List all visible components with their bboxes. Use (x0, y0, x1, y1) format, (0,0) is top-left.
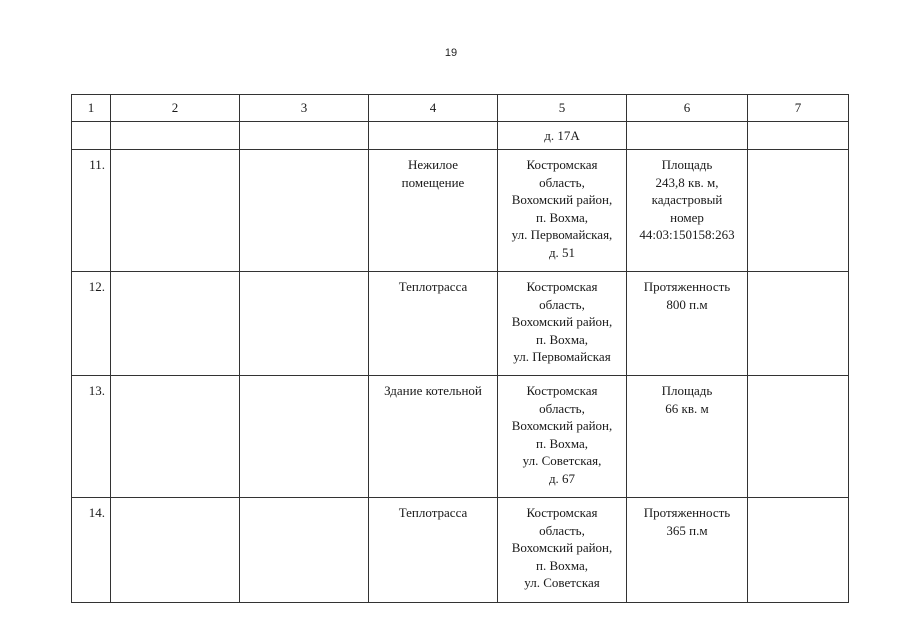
object-name-cell (369, 272, 498, 376)
table-cell (72, 122, 111, 150)
row-number: 12. (72, 272, 111, 376)
cell-line: д. 51 (548, 244, 576, 260)
cell-line: ул. Советская (524, 575, 600, 590)
header-row (72, 95, 849, 122)
characteristics-cell (627, 272, 748, 376)
cell-line: Нежилое (407, 157, 458, 172)
header-cell-6: 6 (627, 95, 748, 122)
continuation-row (72, 122, 849, 150)
cell-line: Костромская (526, 157, 598, 172)
object-name-cell (369, 150, 498, 272)
cell-line: Вохомский район, (511, 314, 613, 329)
table-cell (111, 498, 240, 603)
address-cell (498, 150, 627, 272)
header-cell-3: 3 (240, 95, 369, 122)
cell-line: область, (539, 296, 585, 312)
table-cell (748, 376, 849, 498)
cell-line: ул. Первомайская (513, 349, 611, 364)
cell-line: 800 п.м (666, 296, 708, 312)
cell-line: Вохомский район, (511, 418, 613, 433)
table-cell (240, 498, 369, 603)
address-cell (498, 376, 627, 498)
cell-line: область, (539, 400, 585, 416)
cell-line: ул. Первомайская, (511, 227, 613, 242)
cell-line: п. Вохма, (536, 331, 588, 347)
table-cell (111, 272, 240, 376)
cell-line: кадастровый (651, 192, 723, 207)
cell-line: п. Вохма, (536, 209, 588, 225)
table-cell (627, 122, 748, 150)
cell-line: п. Вохма, (536, 435, 588, 451)
cell-line: Площадь (661, 383, 713, 398)
header-cell-1: 1 (72, 95, 111, 122)
cell-line: ул. Советская, (522, 453, 602, 468)
header-cell-5: 5 (498, 95, 627, 122)
cell-line: помещение (401, 174, 465, 190)
table-cell (748, 498, 849, 603)
table-cell (111, 376, 240, 498)
table-cell (748, 150, 849, 272)
cell-line: область, (539, 522, 585, 538)
cell-line: п. Вохма, (536, 557, 588, 573)
object-name-cell (369, 376, 498, 498)
table-row (72, 150, 849, 272)
table-cell (748, 272, 849, 376)
table-row (72, 498, 849, 603)
characteristics-cell (627, 150, 748, 272)
table-cell (111, 122, 240, 150)
cell-line: Костромская (526, 505, 598, 520)
cell-line: Теплотрасса (398, 279, 468, 294)
table-cell (240, 122, 369, 150)
cell-line: Здание котельной (384, 383, 482, 398)
object-name-cell (369, 498, 498, 603)
table-cell (111, 150, 240, 272)
cell-line: Костромская (526, 383, 598, 398)
table-cell (240, 272, 369, 376)
cell-line: 66 кв. м (665, 400, 709, 416)
cell-line: Теплотрасса (398, 505, 468, 520)
header-cell-7: 7 (748, 95, 849, 122)
address-cell: д. 17А (498, 122, 627, 150)
row-number: 11. (72, 150, 111, 272)
table-cell (369, 122, 498, 150)
property-table (71, 94, 849, 603)
cell-line: 365 п.м (666, 522, 708, 538)
page-number: 19 (444, 47, 458, 59)
cell-line: номер (670, 209, 704, 225)
address-cell (498, 498, 627, 603)
cell-line: Площадь (661, 157, 713, 172)
table-cell (240, 150, 369, 272)
cell-line: Вохомский район, (511, 192, 613, 207)
header-cell-4: 4 (369, 95, 498, 122)
row-number: 14. (72, 498, 111, 603)
characteristics-cell (627, 376, 748, 498)
cell-line: 243,8 кв. м, (655, 174, 719, 190)
cell-line: Вохомский район, (511, 540, 613, 555)
table-cell (240, 376, 369, 498)
characteristics-cell (627, 498, 748, 603)
cell-line: Протяженность (643, 505, 731, 520)
address-cell (498, 272, 627, 376)
table-cell (748, 122, 849, 150)
cell-line: область, (539, 174, 585, 190)
cell-line: Протяженность (643, 279, 731, 294)
cell-line: 44:03:150158:263 (639, 227, 735, 242)
table-row (72, 272, 849, 376)
cell-line: д. 67 (548, 470, 576, 486)
header-cell-2: 2 (111, 95, 240, 122)
table-row (72, 376, 849, 498)
cell-line: Костромская (526, 279, 598, 294)
row-number: 13. (72, 376, 111, 498)
